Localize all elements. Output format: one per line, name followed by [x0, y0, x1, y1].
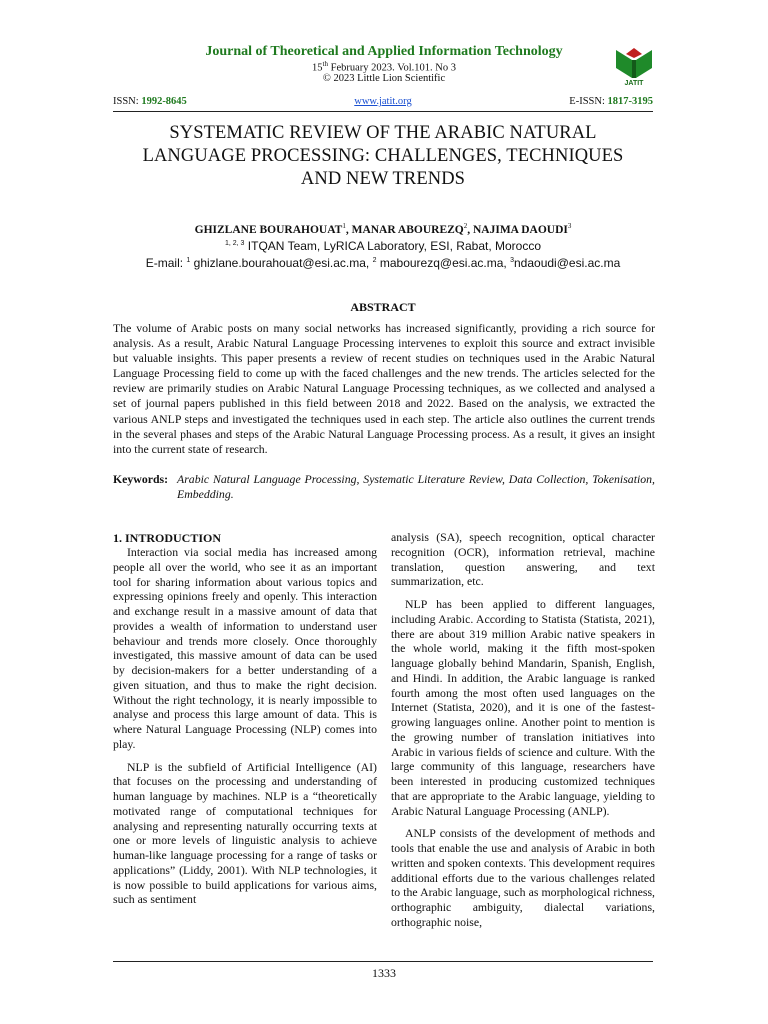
paragraph: NLP is the subfield of Artificial Intelligence (AI) that focuses on the processing and understanding of human language by machines. NLP is a “theoretically motivated range of computational techniques for analysing and representing naturally occurring texts at one or more levels of linguistic analysis to achieve human-like language processing for a range of tasks or applications” (Liddy, 2001). With NLP technologies, it is now possible to build applications for various aims, such as sentiment: [113, 759, 377, 907]
right-column: [391, 530, 655, 930]
author-list: GHIZLANE BOURAHOUAT$^1$, MANAR ABOUREZQ$^2$, NAJIMA DAOUDI$^3$: [194, 222, 572, 236]
abstract-heading: ABSTRACT: [350, 300, 416, 314]
paragraph: ANLP consists of the development of methods and tools that enable the use and analysis of Arabic in both written and spoken contexts. This development requires additional efforts due to the various challenges related to the Arabic language, such as morphological richness, orthographic ambiguity, dialectal variations, orthographic noise,: [391, 826, 655, 929]
issue-details: February 2023. Vol.101. No 3: [328, 62, 456, 74]
keywords-label: Keywords:: [113, 472, 169, 486]
left-column: [113, 545, 377, 907]
paragraph: analysis (SA), speech recognition, optical character recognition (OCR), information retrieval, machine translation, question answering, and text summarization, etc.: [391, 530, 655, 589]
journal-copyright: © 2023 Little Lion Scientific: [322, 73, 446, 84]
issue-day-suffix: th: [322, 60, 328, 68]
section-heading-introduction: 1. INTRODUCTION: [113, 531, 222, 545]
page-number: 1333: [372, 966, 396, 980]
email-list: E-mail: $^1$ ghizlane.bourahouat@esi.ac.ma, $^2$ mabourezq@esi.ac.ma, $^3$ndaoudi@esi.ac.ma: [145, 256, 621, 270]
issn: ISSN: 1992-8645: [113, 96, 187, 107]
abstract-text: The volume of Arabic posts on many social networks has increased significantly, providing a rich source for analysis. As a result, Arabic Natural Language Processing intervenes to exploit this source and extract invisible but valuable insights. This paper presents a review of recent studies on techniques used in the Arabic Natural Language Processing field to come up with the faced challenges and the new trends. The articles selected for the review are primarily studies on Arabic Natural Language Processing techniques, as we collected and analysed a set of journal papers published in this field between 2018 and 2022. Based on the analysis, we extracted the various ANLP steps and investigated the techniques used in each step. The article also outlines the current trends in the several phases and steps of the Arabic Natural Language Processing process. As a result, it gives an insight into the current state of research.: [113, 321, 655, 456]
paragraph: Interaction via social media has increased among people all over the world, who see it as an important tool for sharing information about various topics and expressing opinions freely and openly. This interaction and exchange result in a massive amount of data that provides a wealth of information to understand user behaviour and trends more closely. Once thoroughly investigated, this massive amount of data can be used by decision-makers for a better understanding of a given situation, and thus to make the right decision. Without the right technology, it is nearly impossible to analyse and process this large amount of data. This is where Natural Language Processing (NLP) comes into play.: [113, 545, 377, 751]
journal-title: Journal of Theoretical and Applied Information Technology: [205, 44, 563, 59]
affiliation: $^{1, 2, 3}$ ITQAN Team, LyRICA Laboratory, ESI, Rabat, Morocco: [224, 239, 542, 253]
issue-day: 15: [312, 62, 323, 74]
website-link[interactable]: www.jatit.org: [354, 96, 412, 107]
paper-title: SYSTEMATIC REVIEW OF THE ARABIC NATURAL LANGUAGE PROCESSING: CHALLENGES, TECHNIQUES AND NEW TRENDS: [142, 123, 624, 189]
footer-divider: [113, 961, 653, 962]
logo-text: JATIT: [624, 80, 644, 87]
eissn: E-ISSN: 1817-3195: [569, 96, 653, 107]
keywords-text: Arabic Natural Language Processing, Systematic Literature Review, Data Collection, Tokenisation, Embedding.: [177, 472, 655, 501]
header-divider: [113, 111, 653, 112]
paragraph: NLP has been applied to different languages, including Arabic. According to Statista (Statista, 2021), there are about 319 million Arabic native speakers in the whole world, making it the fifth most-spoken language globally behind Mandarin, Spanish, English, and Hindi. In addition, the Arabic language is ranked fourth among the most often used languages on the Internet (Statista, 2020), and it is one of the fastest-growing languages online. Another point to mention is the growing number of translation initiatives into Arabic in various fields of science and culture. With the large community of this language, researchers have been interested in producing customized techniques that are appropriate to the Arabic language, yielding to Arabic Natural Language Processing (ANLP).: [391, 597, 655, 818]
issn-row: [113, 96, 653, 110]
